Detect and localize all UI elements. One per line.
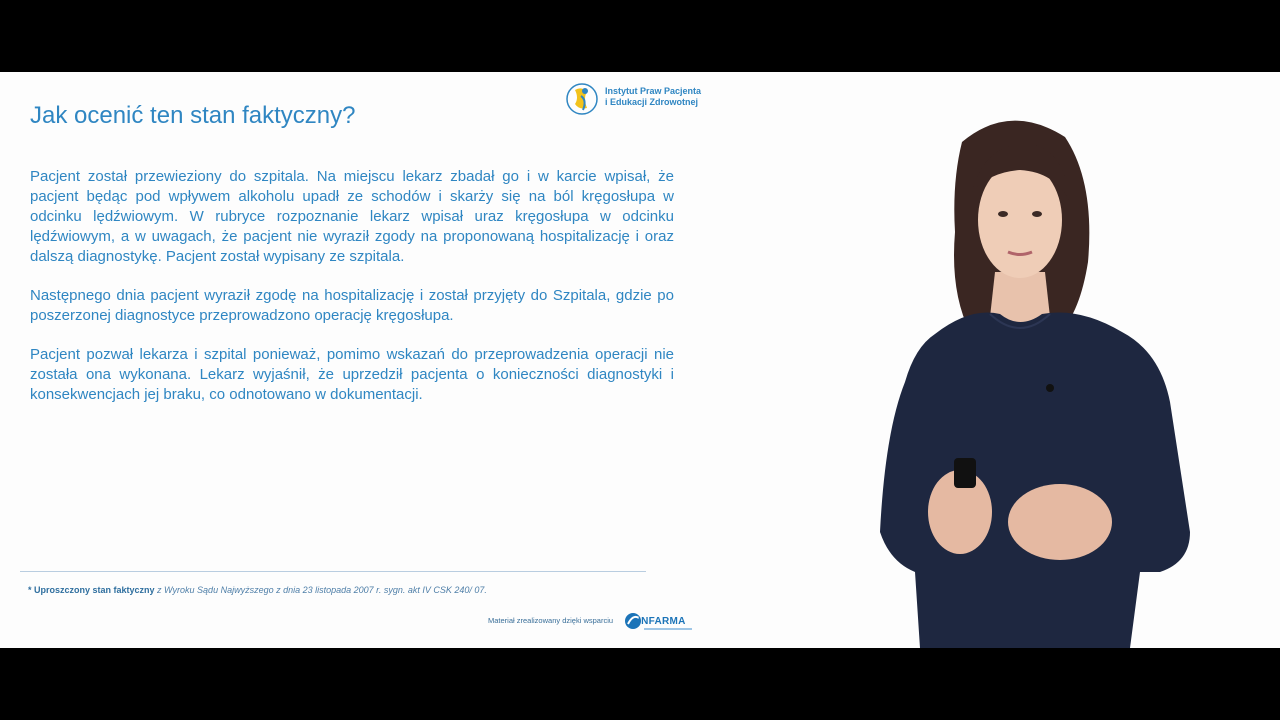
paragraph-1: Pacjent został przewieziony do szpitala. Na miejscu lekarz zbadał go i w karcie wpisał, że pacjent będąc pod wpływem alkoholu upadł ze schodów i skarży się na ból kręgosłupa w odcinku lędźwiowym. W rubryce rozpoznanie lekarz wpisał uraz kręgosłupa w odcinku lędźwiowym, a w uwagach, że pacjent nie wyraził zgody na proponowaną hospitalizację i oraz dalszą diagnostykę. Pacjent został wypisany ze szpitala. (30, 168, 674, 265)
footnote-source: z Wyroku Sądu Najwyższego z dnia 23 listopada 2007 r. sygn. akt IV CSK 240/ 07. (154, 585, 487, 595)
letterbox-bottom (0, 648, 1280, 720)
video-frame[interactable] (0, 72, 1280, 648)
footnote-bold: * Uproszczony stan faktyczny (28, 585, 155, 595)
slide-title: Jak ocenić ten stan faktyczny? (30, 102, 356, 129)
infarma-tagline-bar (644, 628, 692, 630)
footnote-divider (20, 571, 646, 572)
case-description (30, 167, 674, 424)
infarma-name: INFARMA (638, 616, 686, 627)
letterbox-top (0, 0, 1280, 72)
infarma-logo (624, 612, 704, 632)
paragraph-3: Pacjent pozwał lekarza i szpital ponieważ, pomimo wskazań do przeprowadzenia operacji nie została ona wykonana. Lekarz wyjaśnił, że uprzedził pacjenta o konieczności diagnostyki i konsekwencjach jej braku, co odnotowano w dokumentacji. (30, 346, 674, 403)
institute-logo-text: Instytut Praw Pacjenta i Edukacji Zdrowotnej (605, 86, 702, 107)
paragraph-2: Następnego dnia pacjent wyraził zgodę na hospitalizację i został przyjęty do Szpitala, gdzie po poszerzonej diagnostyce przeprowadzono operację kręgosłupa. (30, 287, 674, 324)
presenter-figure (860, 102, 1220, 648)
footnote (28, 584, 498, 596)
support-text: Materiał zrealizowany dzięki wsparciu (488, 616, 614, 625)
institute-logo (565, 82, 705, 116)
institute-logo-icon (565, 82, 599, 116)
